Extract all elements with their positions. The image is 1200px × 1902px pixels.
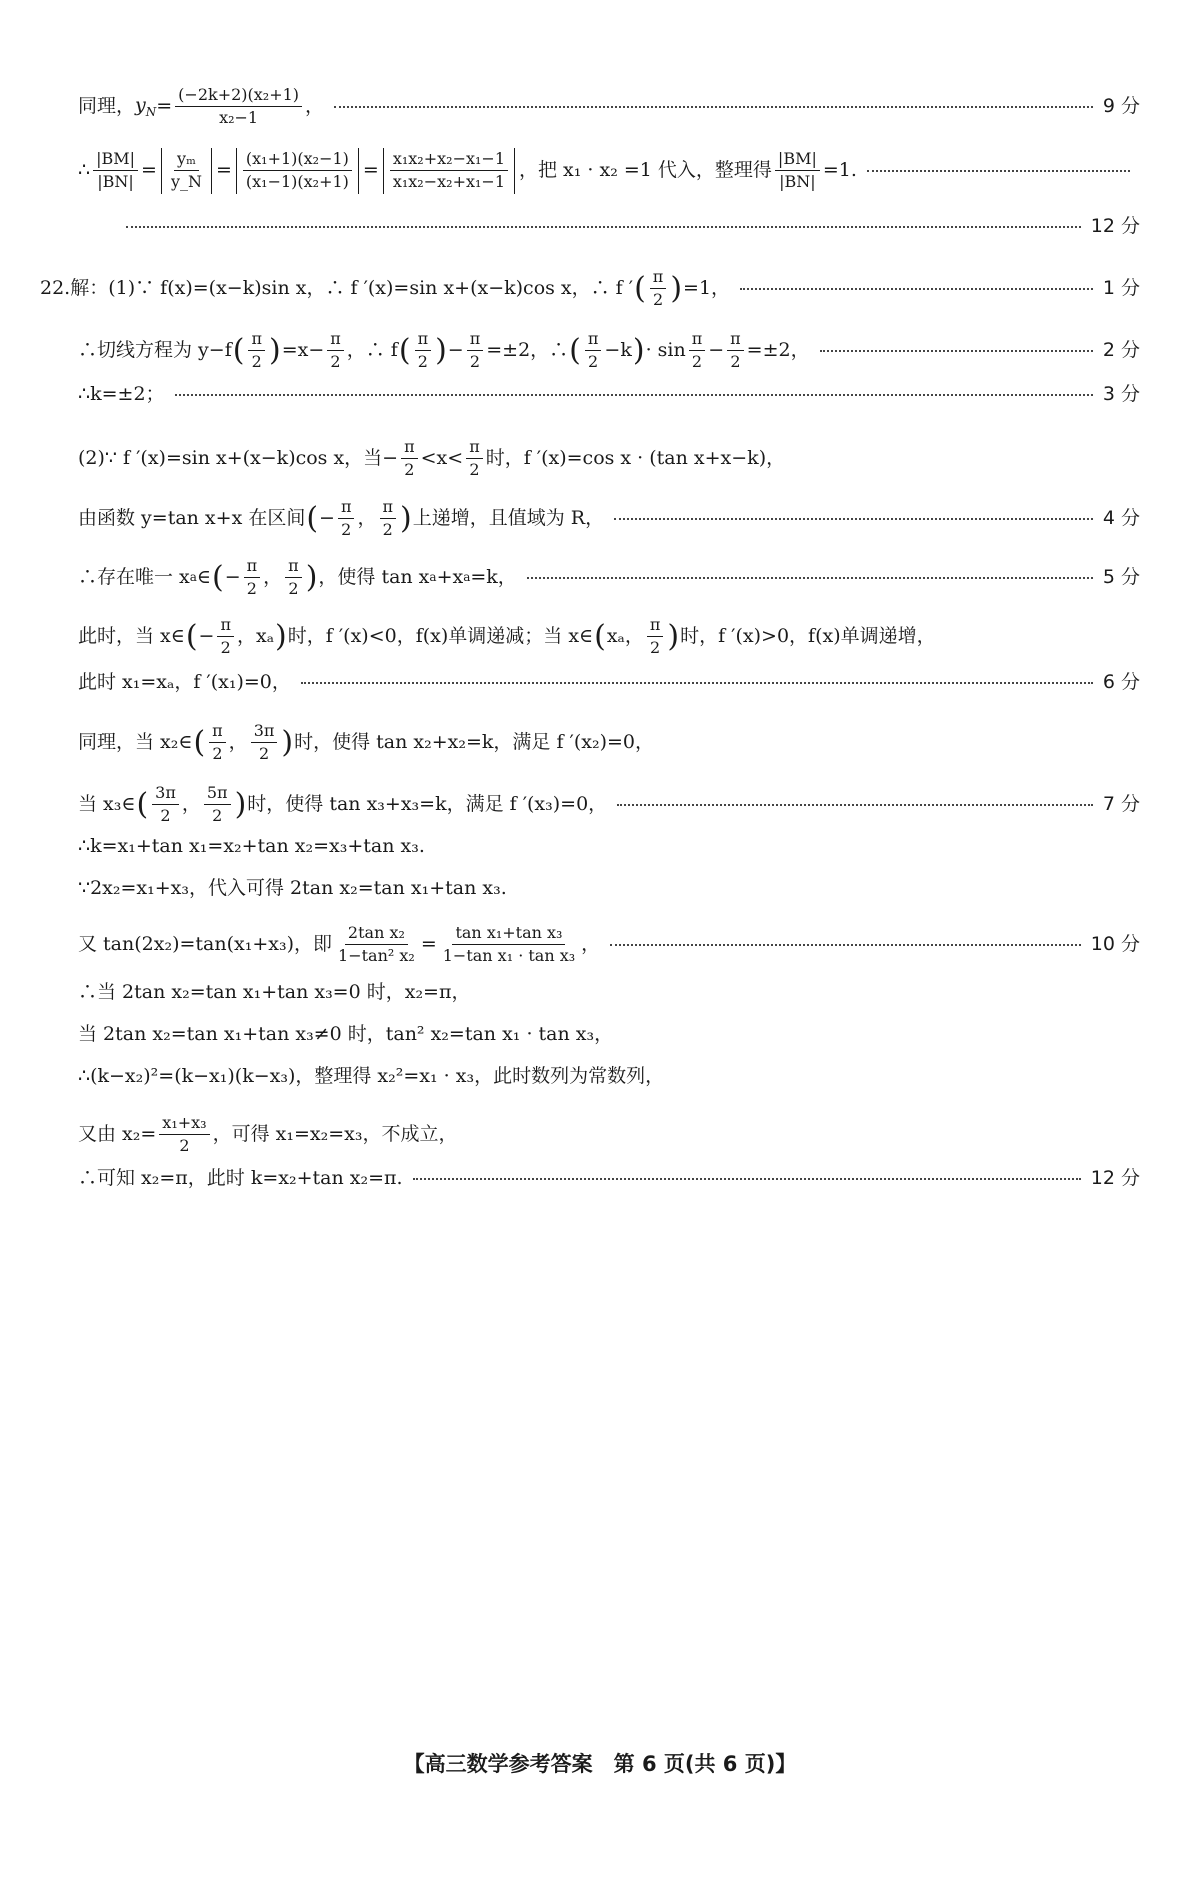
- abs-r1: [236, 148, 359, 194]
- left-paren: (: [232, 332, 245, 368]
- pi-over-2: [338, 498, 355, 540]
- text-segment: ∵2x₂=x₁+x₃，代入可得 2tan x₂=tan x₁+tan x₃.: [78, 877, 507, 899]
- text-segment: ，可得 x₁=x₂=x₃，不成立，: [212, 1122, 458, 1145]
- left-paren: (: [398, 332, 411, 368]
- text-segment: ∴可知 x₂=π，此时 k=x₂+tan x₂=π.: [78, 1167, 403, 1189]
- frac-num: π: [380, 498, 397, 519]
- left-paren: (: [212, 559, 224, 595]
- text-segment: +x: [436, 565, 464, 588]
- score-mark: 4 分: [1102, 506, 1140, 529]
- frac-den: 2: [691, 352, 703, 372]
- pi-over-2: [689, 330, 706, 372]
- when-nonzero-line: [78, 1024, 1140, 1046]
- pi-over-2: [401, 438, 418, 480]
- score-mark: 12 分: [1090, 1167, 1140, 1189]
- bm-numerator: |BM|: [93, 150, 138, 171]
- 3pi-over-2: [152, 784, 179, 826]
- frac-den: 2: [469, 460, 480, 480]
- text-segment: ，: [263, 565, 283, 588]
- frac-den: 2: [179, 1136, 190, 1156]
- pi-over-2: [380, 498, 397, 540]
- dot-leader: [334, 106, 1093, 108]
- frac-num: π: [285, 557, 302, 578]
- text-segment: 时，f ′(x)>0，f(x)单调递增，: [680, 624, 936, 647]
- text-segment: =k，: [470, 565, 517, 588]
- score-mark: 12 分: [1090, 215, 1140, 237]
- right-paren: ): [400, 500, 412, 536]
- pi-over-2: [650, 268, 667, 310]
- text-segment: ∴当 2tan x₂=tan x₁+tan x₃=0 时，x₂=π，: [78, 981, 471, 1003]
- text-segment: −k: [604, 338, 632, 361]
- r2-denominator: x₁x₂−x₂+x₁−1: [392, 172, 505, 192]
- score-mark: 3 分: [1102, 383, 1140, 405]
- square-line: [78, 1066, 1140, 1088]
- part2-line: [78, 438, 1140, 480]
- score-mark: 10 分: [1090, 932, 1140, 955]
- frac-den: 2: [650, 638, 661, 658]
- frac-num: 5π: [204, 784, 231, 805]
- left-paren: (: [594, 618, 606, 654]
- frac-num: x₁+x₃: [159, 1114, 209, 1135]
- bm-numerator: |BM|: [775, 150, 820, 171]
- frac-num: π: [217, 616, 234, 637]
- right-paren: ): [632, 332, 645, 368]
- text-segment: ，使得 tan x: [318, 565, 430, 588]
- tangent-line: [78, 330, 1140, 372]
- frac-num: π: [467, 330, 484, 351]
- text-segment: 又 tan(2x₂)=tan(x₁+x₃)，即: [78, 932, 333, 955]
- pi-over-2: [285, 557, 302, 599]
- ym-numerator: yₘ: [174, 150, 199, 171]
- dot-leader: [413, 1178, 1081, 1180]
- average-fraction: [159, 1114, 209, 1156]
- text-segment: 同理，: [78, 94, 136, 117]
- pi-over-2: [467, 330, 484, 372]
- frac-den: 2: [341, 520, 352, 540]
- text-segment: =1，: [683, 276, 731, 299]
- right-paren: ): [268, 332, 281, 368]
- bm-bn-fraction: [93, 150, 138, 192]
- text-segment: ，: [181, 792, 201, 815]
- frac-num: 3π: [251, 722, 278, 743]
- ratio-line: [78, 148, 1140, 194]
- frac-den: 2: [469, 352, 481, 372]
- text-segment: · sin: [645, 338, 686, 361]
- text-segment: ，: [581, 932, 601, 955]
- therefore-symbol: ∴: [78, 158, 91, 181]
- frac-num: tan x₁+tan x₃: [452, 924, 565, 945]
- pi-over-2: [585, 330, 602, 372]
- because-line: [78, 878, 1140, 900]
- frac-num: 2tan x₂: [345, 924, 408, 945]
- frac-den: 2: [212, 806, 223, 826]
- dot-leader: [820, 350, 1093, 352]
- right-paren: ): [667, 618, 680, 654]
- monotonic-line: [78, 616, 1140, 658]
- when-zero-line: [78, 982, 1140, 1004]
- pi-over-2: [466, 438, 483, 480]
- final-line: [78, 1168, 1140, 1190]
- left-paren: (: [193, 724, 206, 760]
- comma: ，: [305, 94, 325, 117]
- right-paren: ): [275, 618, 287, 654]
- frac-num: π: [689, 330, 706, 351]
- frac-den: 2: [730, 352, 741, 372]
- text-segment: 上递增，且值域为 R，: [412, 506, 605, 529]
- text-segment: 此时 x₁=xₐ，f ′(x₁)=0，: [78, 671, 291, 693]
- frac-num: π: [585, 330, 602, 351]
- k-line: [78, 384, 1140, 406]
- text-segment: 时，使得 tan x₃+x₃=k，满足 f ′(x₃)=0，: [247, 792, 608, 815]
- left-paren: (: [136, 786, 149, 822]
- frac-num: π: [244, 557, 261, 578]
- pi-over-2: [209, 722, 226, 764]
- text-segment: 由函数 y=tan x+x 在区间: [78, 506, 306, 529]
- text-segment: ，把 x₁ · x₂ =1 代入，整理得: [519, 158, 772, 181]
- equals-sign: =: [156, 94, 173, 117]
- text-segment: ，: [624, 624, 644, 647]
- 3pi-over-2: [251, 722, 278, 764]
- equals-sign: =: [362, 158, 379, 181]
- ym-yn-fraction: [168, 150, 205, 192]
- text-segment: <x<: [420, 446, 464, 469]
- text-segment: ∴k=x₁+tan x₁=x₂+tan x₂=x₃+tan x₃.: [78, 835, 425, 857]
- dot-leader: [867, 170, 1130, 172]
- q22-part1-line: [40, 268, 1140, 310]
- text-segment: 时，f ′(x)=cos x · (tan x+x−k)，: [485, 446, 786, 469]
- score-mark: 1 分: [1102, 276, 1140, 299]
- text-segment: =±2，∴: [486, 338, 569, 361]
- frac-den: 1−tan x₁ · tan x₃: [442, 946, 576, 966]
- left-paren: (: [569, 332, 581, 368]
- yn-sub: N: [145, 104, 157, 119]
- text-segment: ，: [357, 506, 377, 529]
- function-line: [78, 498, 1140, 540]
- exist-line: ∴存在唯一 x a ∈ ( − $\frac{\pi}{2}$ ， $\frac{\pi}{2}$ ) ，使得 tan x a +x a =k， 5 分: [78, 556, 1140, 599]
- r1-denominator: (x₁−1)(x₂+1): [245, 172, 349, 192]
- frac-den: 2: [212, 744, 223, 764]
- frac-num: 3π: [152, 784, 179, 805]
- pi-over-2: [217, 616, 234, 658]
- bn-denominator: |BN|: [97, 172, 134, 192]
- page-footer: 【高三数学参考答案 第 6 页(共 6 页)】: [403, 1752, 797, 1776]
- tan-identity-line: [78, 924, 1140, 966]
- text-segment: −: [198, 624, 215, 647]
- yn-denominator: y_N: [170, 172, 202, 192]
- pi-over-2: [647, 616, 664, 658]
- frac-den: 2: [160, 806, 171, 826]
- frac-num: π: [727, 330, 744, 351]
- abs-r2: [383, 148, 515, 194]
- score-mark: 5 分: [1102, 565, 1140, 588]
- text-segment: =x−: [281, 338, 325, 361]
- text-segment: ，: [228, 730, 248, 753]
- frac-den: 2: [417, 352, 428, 372]
- r2-fraction: [390, 150, 508, 192]
- text-segment: ∈: [196, 565, 211, 588]
- text-segment: 时，f ′(x)<0，f(x)单调递减；当 x∈: [287, 624, 594, 647]
- equals-sign: =: [215, 158, 232, 181]
- text-segment: =1.: [822, 158, 857, 181]
- pi-over-2: [248, 330, 265, 372]
- right-paren: ): [305, 559, 318, 595]
- x1-line: [78, 672, 1140, 694]
- tan-sum-fraction: [440, 924, 578, 966]
- frac-den: 2: [251, 352, 262, 372]
- score-mark: 2 分: [1102, 338, 1140, 361]
- 5pi-over-2: [204, 784, 231, 826]
- text-segment: ，: [236, 624, 256, 647]
- frac-den: 2: [652, 290, 664, 310]
- right-paren: ): [234, 786, 247, 822]
- frac-den: 2: [404, 460, 415, 480]
- dot-leader: [617, 804, 1093, 806]
- left-paren: (: [634, 270, 646, 306]
- bm-bn-fraction-2: [775, 150, 820, 192]
- yn-symbol: $y_N$: [135, 93, 157, 119]
- yn-line: [78, 86, 1140, 128]
- text-segment: 又由 x₂=: [78, 1122, 157, 1145]
- text-segment: ∴(k−x₂)²=(k−x₁)(k−x₃)，整理得 x₂²=x₁ · x₃，此时数列为常数列，: [78, 1065, 665, 1087]
- frac-den: 2: [258, 744, 270, 764]
- dot-leader: [610, 944, 1081, 946]
- score-mark: 6 分: [1102, 671, 1140, 693]
- frac-den: 2: [220, 638, 231, 658]
- pi-over-2: [415, 330, 432, 372]
- pi-over-2: [327, 330, 344, 372]
- text-segment: ∴存在唯一 x: [78, 565, 190, 588]
- yn-fraction: [175, 86, 302, 128]
- left-paren: (: [185, 618, 198, 654]
- text-segment: xₐ: [606, 624, 625, 647]
- pi-over-2: [727, 330, 744, 372]
- text-segment: −: [447, 338, 464, 361]
- text-segment: (2)∵ f ′(x)=sin x+(x−k)cos x，当−: [78, 446, 399, 469]
- text-segment: ∴k=±2；: [78, 383, 165, 405]
- frac-num: π: [327, 330, 344, 351]
- score-mark: 7 分: [1102, 792, 1140, 815]
- continuation-line: [126, 216, 1140, 238]
- tan-double-fraction: [335, 924, 418, 966]
- text-segment: =: [420, 932, 437, 955]
- dot-leader: [126, 226, 1081, 228]
- text-segment: −: [319, 506, 335, 529]
- text-segment: ，∴ f: [346, 338, 398, 361]
- dot-leader: [614, 518, 1093, 520]
- dot-leader: [301, 682, 1093, 684]
- right-paren: ): [435, 332, 447, 368]
- frac-num: π: [248, 330, 265, 351]
- bn-denominator: |BN|: [779, 172, 816, 192]
- frac-den: 2: [588, 352, 599, 372]
- abs-ym-yn: [161, 148, 212, 194]
- frac-den: 2: [330, 352, 341, 372]
- yn-numerator: (−2k+2)(x₂+1): [175, 86, 302, 107]
- frac-num: π: [338, 498, 355, 519]
- frac-num: π: [466, 438, 483, 459]
- dot-leader: [175, 394, 1093, 396]
- text-segment: 时，使得 tan x₂+x₂=k，满足 f ′(x₂)=0，: [294, 730, 654, 753]
- dot-leader: [740, 288, 1093, 290]
- frac-den: 2: [288, 579, 299, 599]
- text-segment: 当 x₃∈: [78, 792, 136, 815]
- text-segment: 同理，当 x₂∈: [78, 730, 193, 753]
- text-segment: =±2，: [746, 338, 810, 361]
- left-paren: (: [306, 500, 319, 536]
- frac-num: π: [647, 616, 664, 637]
- score-mark: 9 分: [1102, 94, 1140, 117]
- text-segment: 此时，当 x∈: [78, 624, 185, 647]
- pi-over-2: [244, 557, 261, 599]
- frac-num: π: [650, 268, 667, 289]
- yn-denominator: x₂−1: [219, 108, 259, 128]
- text-segment: −: [708, 338, 725, 361]
- r2-numerator: x₁x₂+x₂−x₁−1: [390, 150, 508, 171]
- frac-den: 2: [246, 579, 257, 599]
- text-segment: ∴切线方程为 y−f: [78, 338, 232, 361]
- frac-num: π: [415, 330, 432, 351]
- right-paren: ): [281, 724, 294, 760]
- equals-sign: =: [141, 158, 157, 181]
- x3-line: [78, 784, 1140, 826]
- right-paren: ): [670, 270, 683, 306]
- frac-num: π: [209, 722, 226, 743]
- text-segment: xₐ: [256, 624, 275, 647]
- frac-den: 2: [382, 520, 393, 540]
- k-chain-line: [78, 836, 1140, 858]
- x2-line: [78, 722, 1140, 764]
- text-segment: −: [224, 565, 241, 588]
- text-segment: 当 2tan x₂=tan x₁+tan x₃≠0 时，tan² x₂=tan x₁ · tan x₃，: [78, 1023, 614, 1045]
- r1-fraction: [243, 150, 352, 192]
- text-segment: 22.解：(1)∵ f(x)=(x−k)sin x，∴ f ′(x)=sin x+(x−k)cos x，∴ f ′: [40, 276, 634, 299]
- dot-leader: [527, 577, 1093, 579]
- frac-den: 1−tan² x₂: [338, 946, 415, 966]
- r1-numerator: (x₁+1)(x₂−1): [243, 150, 352, 171]
- average-line: [78, 1114, 1140, 1156]
- frac-num: π: [401, 438, 418, 459]
